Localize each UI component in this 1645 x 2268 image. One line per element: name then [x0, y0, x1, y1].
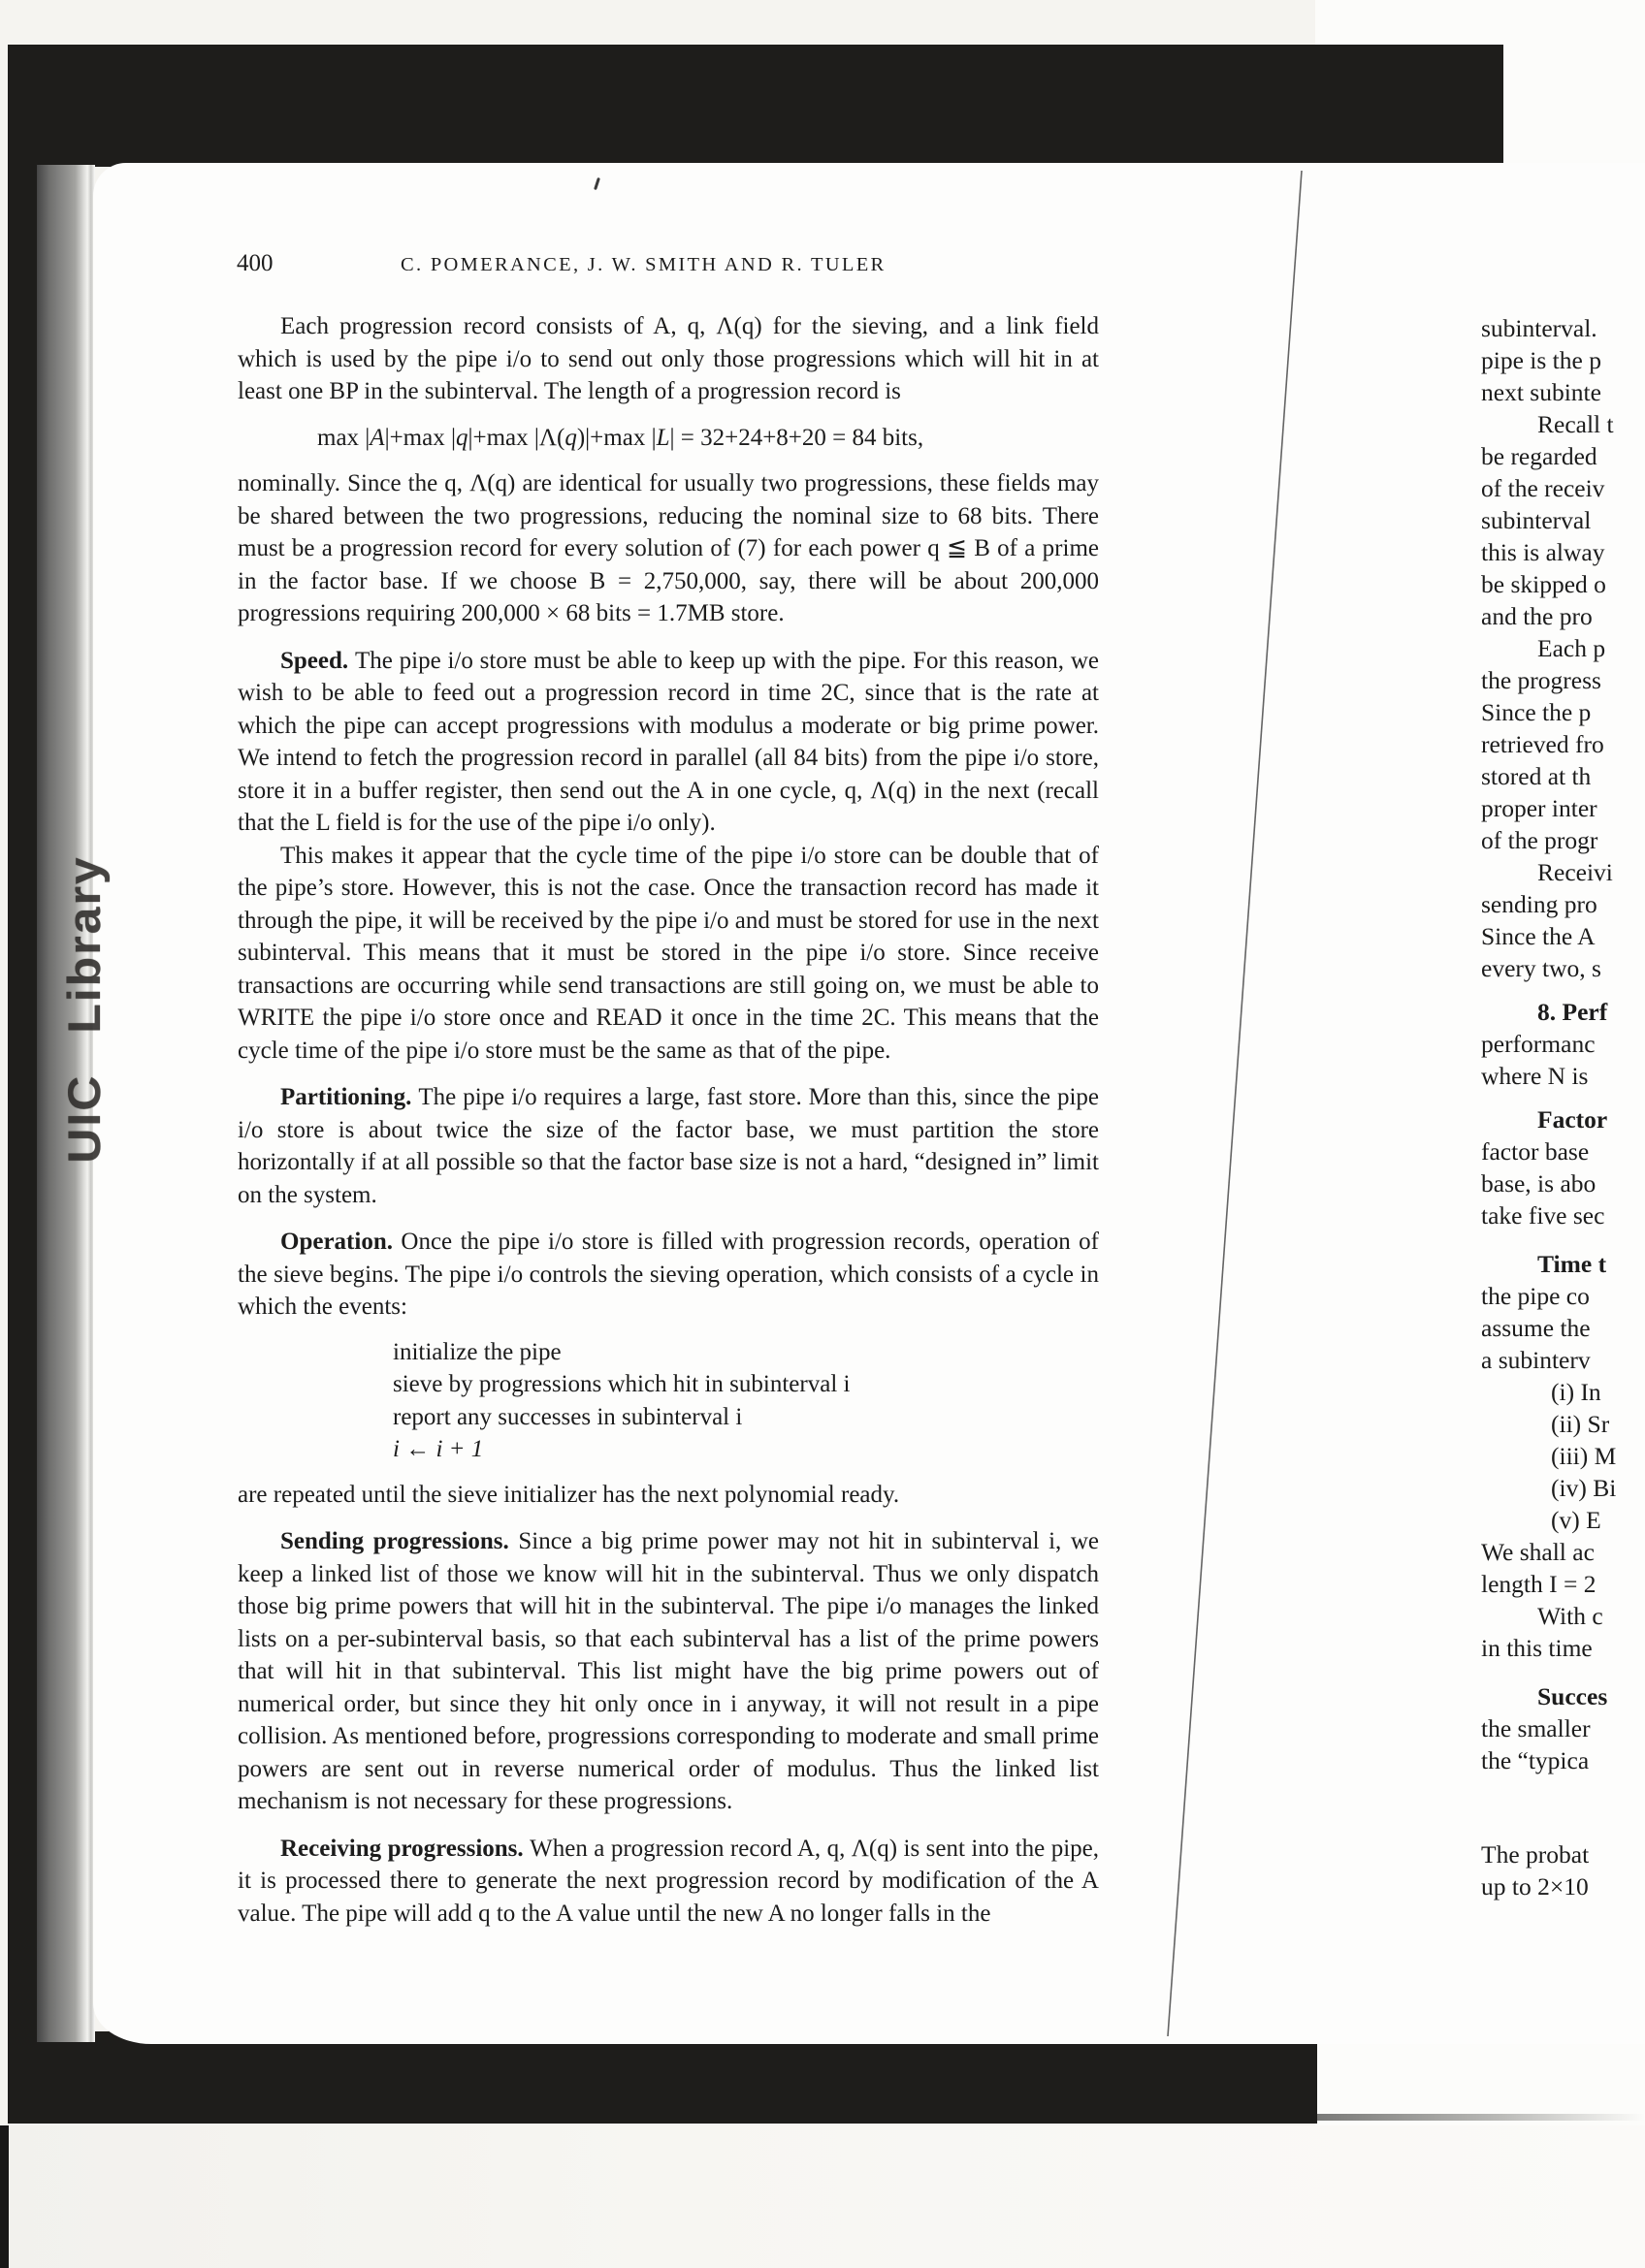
right-page-line: factor base: [1481, 1137, 1590, 1166]
right-page-line: up to 2×10: [1481, 1872, 1589, 1901]
right-page-line: the progress: [1481, 666, 1601, 694]
paragraph: Each progression record consists of A, q, Λ(q) for the sieving, and a link field which is used by the pipe i/o to send out only those progressions which will hit in at least one BP in the subinterval. The length of a progression record is: [238, 313, 1099, 404]
right-page-line: subinterval.: [1481, 314, 1597, 342]
scan-edge-strip: [0, 2125, 9, 2268]
list-item: report any successes in subinterval i: [393, 1403, 743, 1430]
equation-variable: q: [564, 424, 577, 451]
right-page-line: (iii) M: [1551, 1442, 1617, 1470]
right-page-line: and the pro: [1481, 602, 1593, 630]
paragraph-lead: Sending progressions.: [280, 1528, 519, 1554]
equation-variable: q: [455, 424, 468, 451]
paragraph-lead: Speed.: [280, 647, 355, 674]
operation-list: [393, 1336, 1099, 1466]
paragraph-lead: Partitioning.: [280, 1084, 419, 1110]
running-head: C. POMERANCE, J. W. SMITH AND R. TULER: [401, 254, 887, 275]
right-page-line: be skipped o: [1481, 570, 1606, 598]
right-page-line: of the progr: [1481, 826, 1598, 854]
library-stamp: UIC Library: [58, 855, 111, 1164]
page-number: 400: [237, 250, 274, 276]
paragraph: Speed. The pipe i/o store must be able to keep up with the pipe. For this reason, we wish to be able to feed out a progression record in time 2C, since that is the rate at which the pipe can accept progressions with modulus a moderate or big prime power. We intend to fetch the progression record in parallel (all 84 bits) from the pipe i/o store, store it in a buffer register, then send out the A in one cycle, q, Λ(q) in the next (recall that the L field is for the use of the pipe i/o only).: [238, 647, 1100, 836]
right-page-line: next subinte: [1481, 378, 1601, 406]
paragraph: This makes it appear that the cycle time of the pipe i/o store can be double that of the pipe’s store. However, this is not the case. Once the transaction record has made it through the pipe, it will be received by the pipe i/o and must be stored for use in the next subinterval. This means that it must be stored in the pipe i/o store. Since receive transactions are occurring while send transactions are still going on, we must be able to WRITE the pipe i/o store once and READ it once in the time 2C. This means that the cycle time of the pipe i/o store must be the same as that of the pipe.: [238, 842, 1099, 1064]
equation-text: |+max |: [384, 424, 456, 451]
right-page-line: of the receiv: [1481, 474, 1605, 502]
right-page-line: 8. Perf: [1537, 998, 1608, 1026]
right-page-line: (iv) Bi: [1551, 1474, 1617, 1502]
right-page-line: in this time: [1481, 1634, 1593, 1662]
right-page-line: (v) E: [1551, 1506, 1601, 1534]
right-page-line: pipe is the p: [1481, 346, 1601, 374]
equation-text: |+max |Λ(: [468, 424, 565, 451]
paragraph: are repeated until the sieve initializer has the next polynomial ready.: [238, 1481, 900, 1508]
scan-black-band-top: [8, 45, 1503, 167]
right-page-line: take five sec: [1481, 1201, 1605, 1230]
right-page-line: proper inter: [1481, 794, 1597, 822]
right-page-line: be regarded: [1481, 442, 1597, 470]
paragraph: Receiving progressions. When a progression record A, q, Λ(q) is sent into the pipe, it is processed there to generate the next progression record by modification of the A value. The pipe will add q to the A value until the new A no longer falls in the: [238, 1835, 1100, 1927]
right-page-line: (ii) Sr: [1551, 1410, 1610, 1438]
right-page-line: We shall ac: [1481, 1538, 1595, 1566]
paragraph: Operation. Once the pipe i/o store is filled with progression records, operation of the sieve begins. The pipe i/o controls the sieving operation, which consists of a cycle in which the events:: [238, 1229, 1100, 1320]
right-page-line: this is alway: [1481, 538, 1605, 566]
paragraph-lead: Operation.: [280, 1229, 402, 1255]
right-page-line: The probat: [1481, 1840, 1590, 1869]
paragraph-lead: Receiving progressions.: [280, 1835, 531, 1862]
right-page-line: assume the: [1481, 1314, 1591, 1342]
right-page-line: Receivi: [1537, 858, 1613, 886]
equation-variable: A: [370, 424, 385, 451]
right-page-line: the “typica: [1481, 1746, 1590, 1774]
right-page-line: the pipe co: [1481, 1282, 1590, 1310]
paragraph: nominally. Since the q, Λ(q) are identical for usually two progressions, these fields may be shared between the two progressions, reducing the nominal size to 68 bits. There must be a progression record for every solution of (7) for each power q ≦ B of a prime in the factor base. If we choose B = 2,750,000, say, there will be about 200,000 progressions requiring 200,000 × 68 bits = 1.7MB store.: [238, 470, 1099, 626]
equation-variable: L: [656, 424, 670, 451]
right-page-line: Succes: [1537, 1682, 1608, 1710]
right-page-line: Since the p: [1481, 698, 1592, 726]
right-page-line: (i) In: [1551, 1378, 1601, 1406]
page-body: [238, 310, 1099, 1930]
right-page-line: Since the A: [1481, 922, 1596, 950]
scan-black-band-left: [8, 45, 39, 2124]
right-page-line: base, is abo: [1481, 1169, 1597, 1198]
right-page-line: Factor: [1537, 1105, 1608, 1134]
right-page-line: sending pro: [1481, 890, 1597, 918]
equation-text: | = 32+24+8+20 = 84 bits,: [669, 424, 924, 451]
paragraph: Partitioning. The pipe i/o requires a large, fast store. More than this, since the pipe i/o store is about twice the size of the factor base, we must partition the store horizontally if at all possible so that the factor base size is not a hard, “designed in” limit on the system.: [238, 1084, 1099, 1208]
list-item: sieve by progressions which hit in subinterval i: [393, 1371, 851, 1397]
paragraph: Sending progressions. Since a big prime power may not hit in subinterval i, we keep a linked list of those we know will hit in the subinterval. Thus we only dispatch those big prime powers that will hit in the subinterval. The pipe i/o manages the linked lists on a per-subinterval basis, so that each subinterval has a list of the prime powers that will hit in that subinterval. This list might have the big prime powers out of numerical order, but since they hit only once in i anyway, it will not result in a pipe collision. As mentioned before, progressions corresponding to moderate and small prime powers are sent out in reverse numerical order of modulus. Thus the linked list mechanism is not necessary for these progressions.: [238, 1528, 1100, 1814]
right-page-line: a subinterv: [1481, 1346, 1591, 1374]
right-page-line: every two, s: [1481, 954, 1601, 982]
right-page-line: Each p: [1537, 634, 1606, 662]
right-page-line: performanc: [1481, 1030, 1596, 1058]
right-page-line: Time t: [1537, 1250, 1607, 1278]
equation-text: max |: [317, 424, 371, 451]
equation: [317, 422, 1099, 455]
right-page-line: where N is: [1481, 1062, 1589, 1090]
right-page-line: the smaller: [1481, 1714, 1591, 1742]
right-page-line: subinterval: [1481, 506, 1592, 534]
right-page-line: stored at th: [1481, 762, 1592, 790]
right-page-line: retrieved fro: [1481, 730, 1604, 758]
right-page-line: Recall t: [1537, 410, 1614, 438]
scan-black-band-bottom: [8, 2031, 1317, 2124]
equation-text: )|+max |: [576, 424, 657, 451]
right-page-column: [1481, 312, 1645, 1902]
list-item: initialize the pipe: [393, 1338, 562, 1365]
right-page-line: length I = 2: [1481, 1570, 1597, 1598]
list-item: i ← i + 1: [393, 1436, 484, 1462]
scanner-margin-bottom: [0, 2125, 1645, 2268]
right-page-line: With c: [1537, 1602, 1603, 1630]
page-shadow-line: [1317, 2114, 1645, 2121]
